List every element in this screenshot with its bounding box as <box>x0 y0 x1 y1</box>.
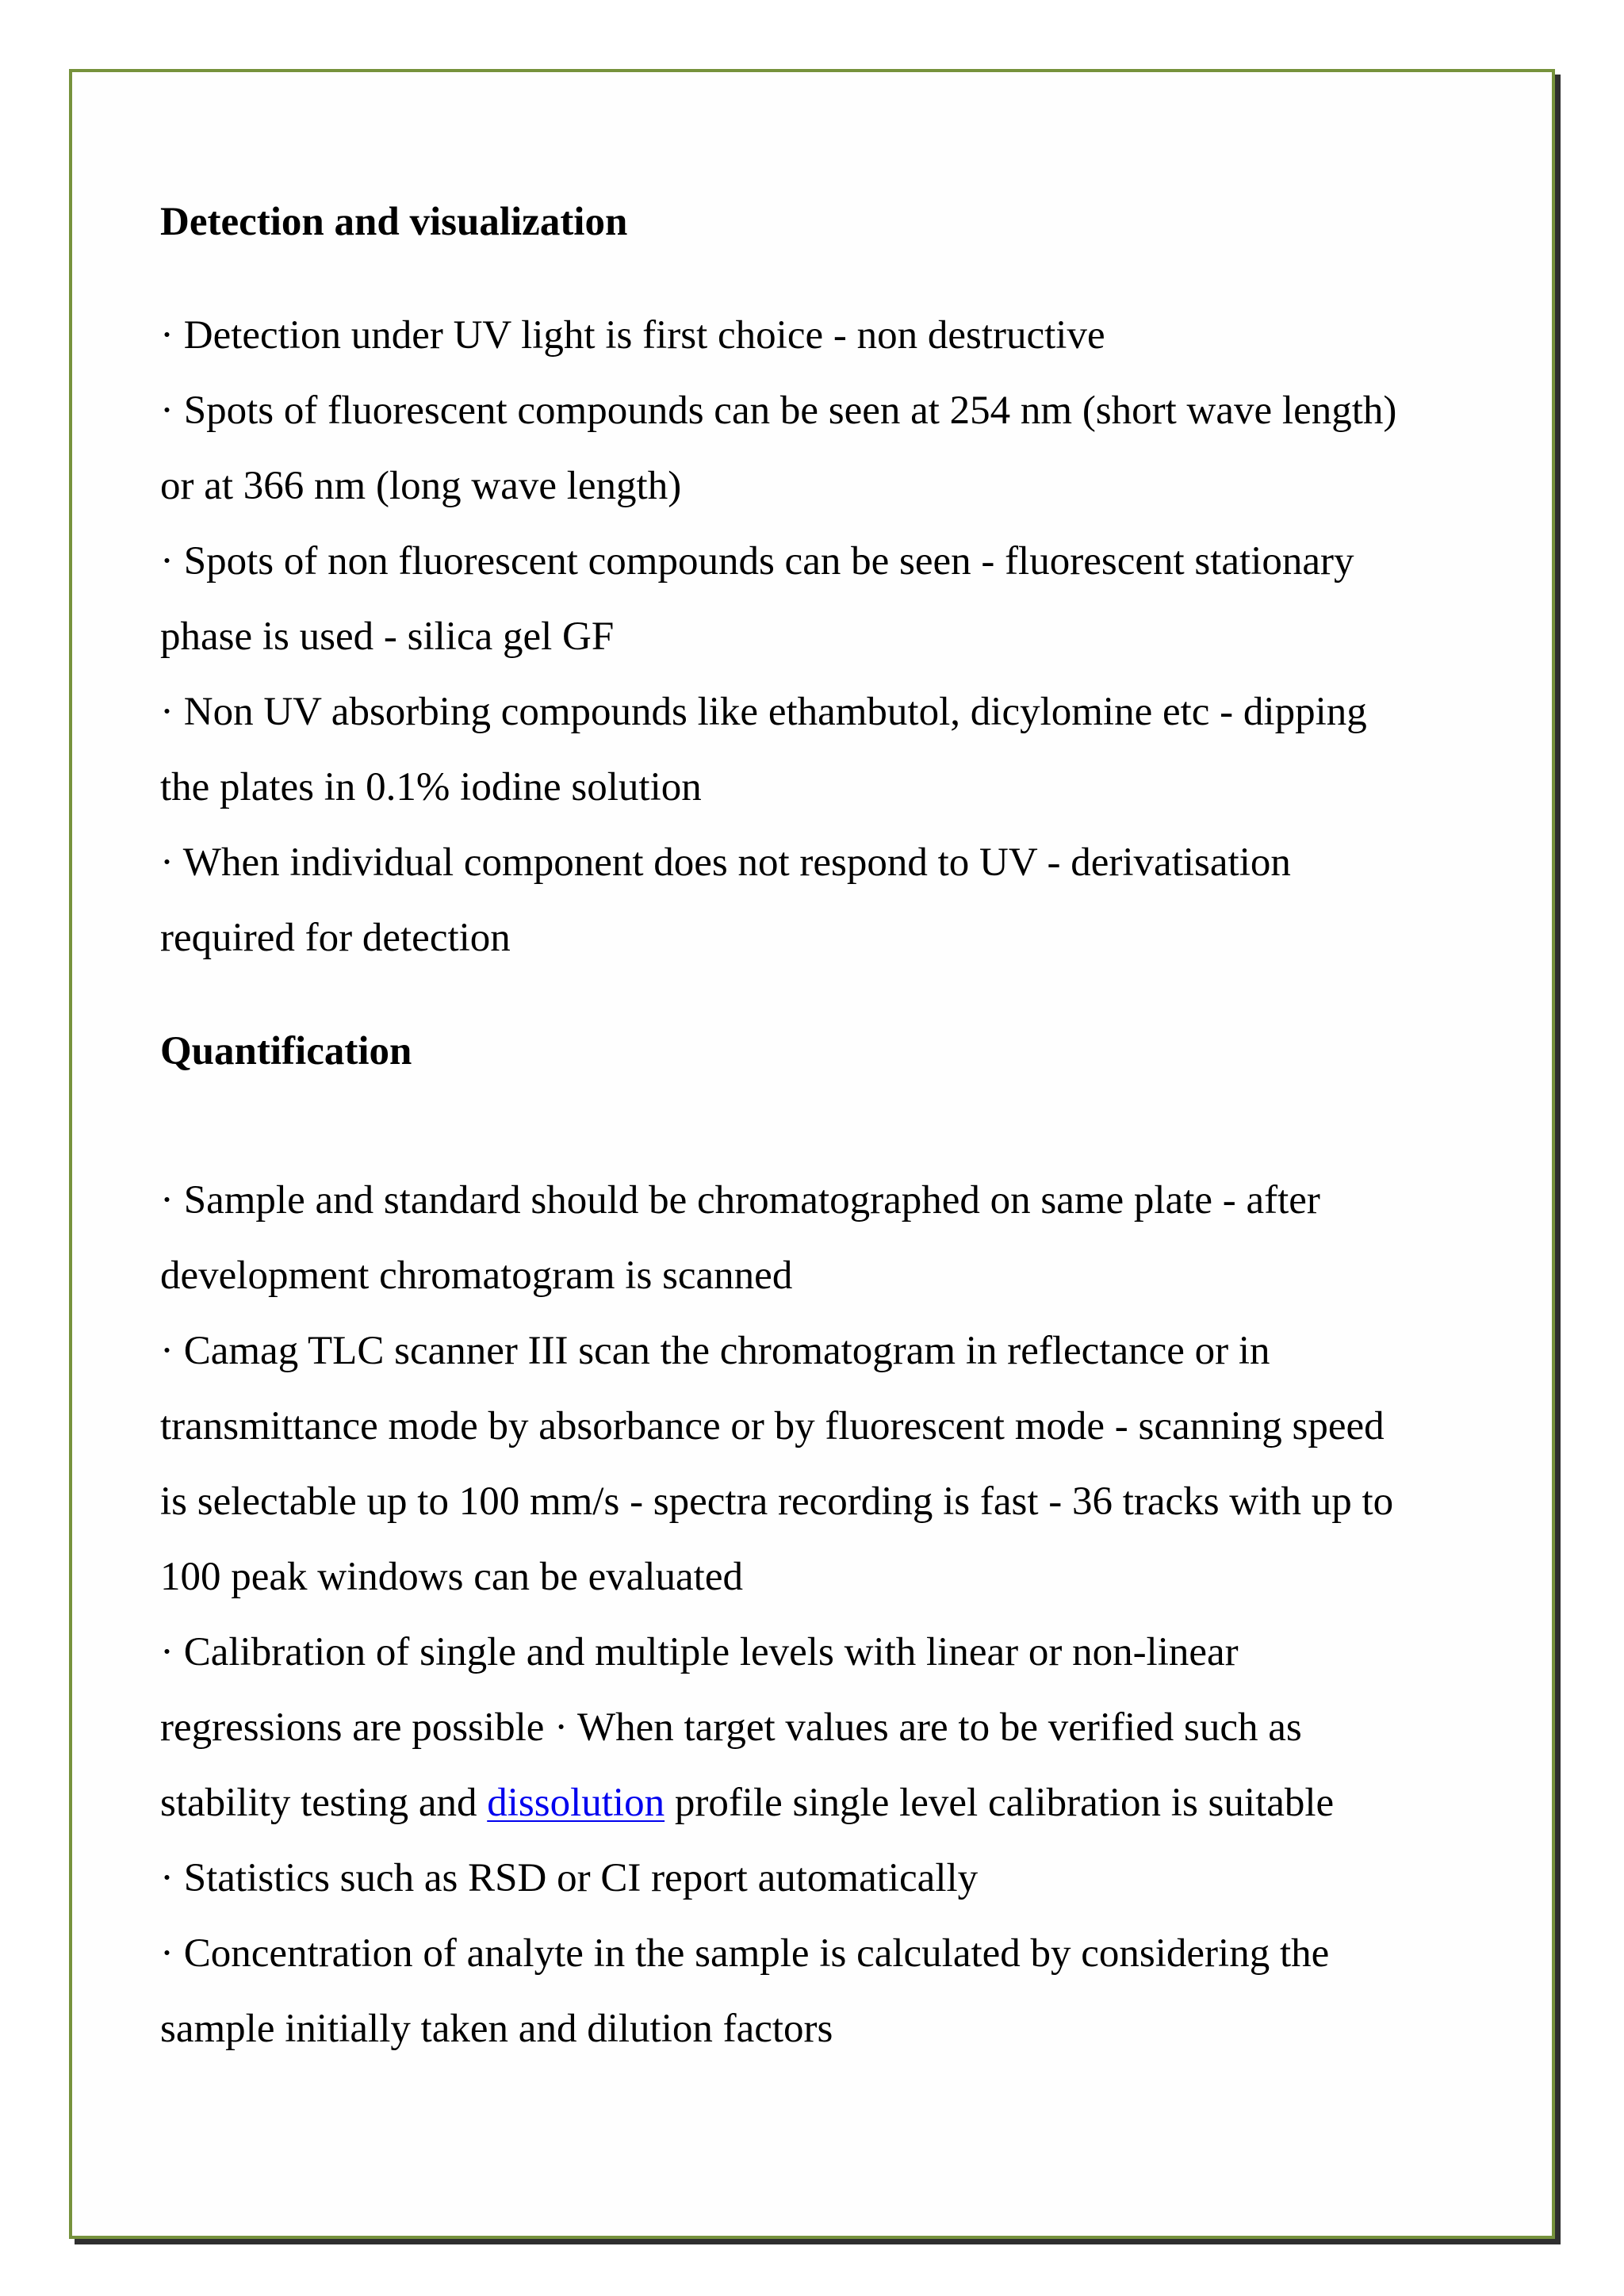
text-line: sample initially taken and dilution factors <box>160 2007 833 2051</box>
text-line: required for detection <box>160 916 511 960</box>
text-line-with-link <box>160 1779 1334 1827</box>
text-line: · Detection under UV light is first choice - non destructive <box>160 313 1105 358</box>
text-line: phase is used - silica gel GF <box>160 614 615 659</box>
text-segment: profile single level calibration is suitable <box>665 1781 1335 1825</box>
text-line: 100 peak windows can be evaluated <box>160 1555 743 1599</box>
section-heading-detection: Detection and visualization <box>160 200 628 244</box>
text-line: transmittance mode by absorbance or by fluorescent mode - scanning speed <box>160 1404 1385 1448</box>
text-segment: stability testing and <box>160 1781 488 1825</box>
text-line: · Calibration of single and multiple levels with linear or non-linear <box>160 1630 1239 1674</box>
text-line: · When individual component does not respond to UV - derivatisation <box>160 840 1291 885</box>
text-line: regressions are possible · When target values are to be verified such as <box>160 1705 1302 1750</box>
text-line: · Non UV absorbing compounds like ethambutol, dicylomine etc - dipping <box>160 690 1367 734</box>
text-line: · Statistics such as RSD or CI report automatically <box>160 1856 979 1900</box>
dissolution-link[interactable]: dissolution <box>487 1781 665 1825</box>
text-line: · Concentration of analyte in the sample is calculated by considering the <box>160 1931 1330 1976</box>
text-line: · Spots of non fluorescent compounds can be seen - fluorescent stationary <box>160 539 1354 584</box>
text-line: the plates in 0.1% iodine solution <box>160 765 702 809</box>
text-line: is selectable up to 100 mm/s - spectra recording is fast - 36 tracks with up to <box>160 1479 1394 1524</box>
text-line: · Camag TLC scanner III scan the chromatogram in reflectance or in <box>160 1329 1270 1373</box>
text-line: · Spots of fluorescent compounds can be seen at 254 nm (short wave length) <box>160 388 1397 433</box>
text-line: development chromatogram is scanned <box>160 1253 793 1298</box>
text-line: or at 366 nm (long wave length) <box>160 464 682 508</box>
text-line: · Sample and standard should be chromatographed on same plate - after <box>160 1178 1320 1223</box>
section-heading-quantification: Quantification <box>160 1029 412 1073</box>
